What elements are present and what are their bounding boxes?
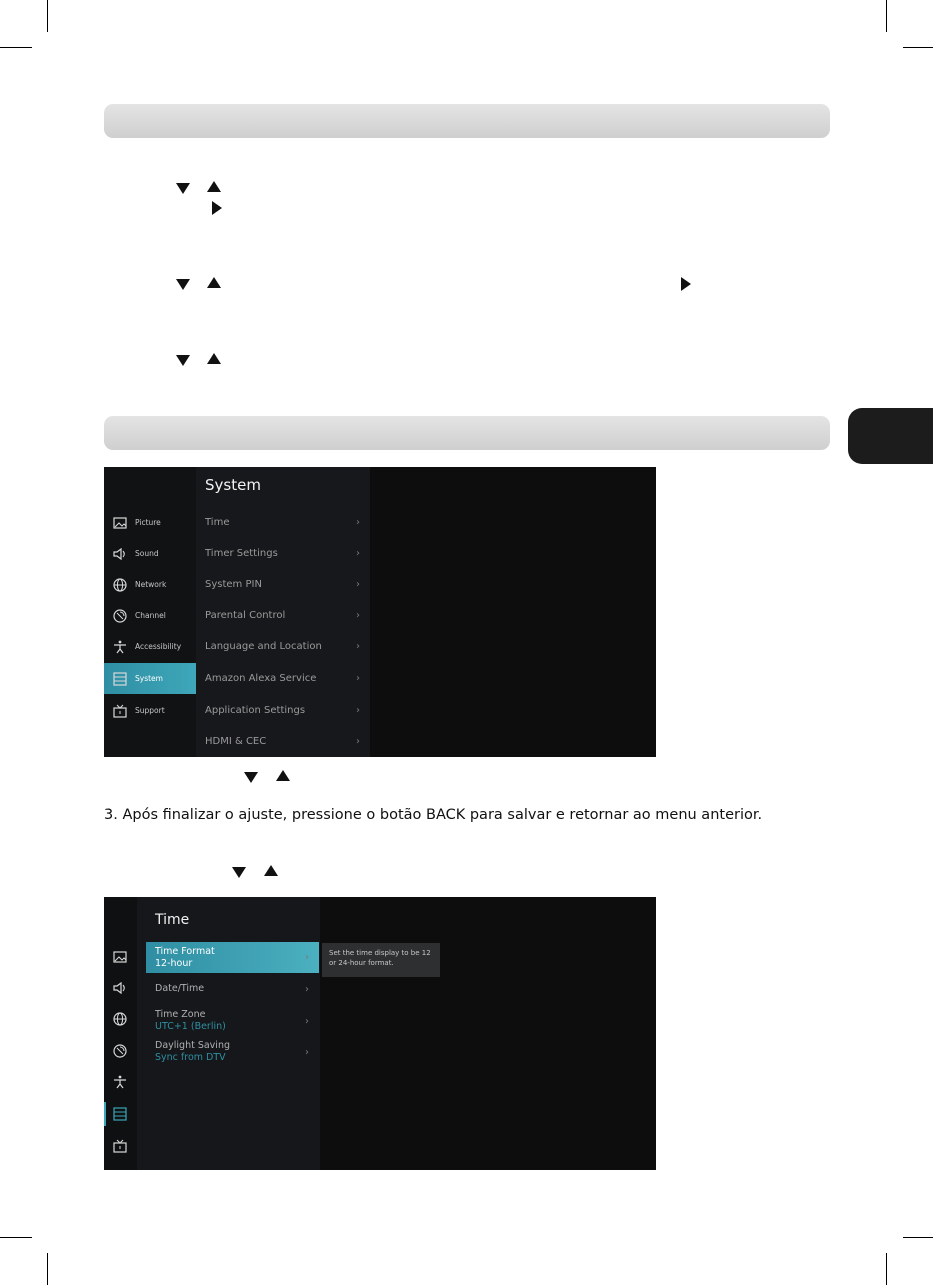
menu-item-application-settings[interactable] bbox=[196, 695, 370, 726]
selection-indicator bbox=[104, 1102, 106, 1126]
crop-mark bbox=[886, 0, 887, 32]
chevron-right-icon: › bbox=[356, 673, 360, 684]
menu-item-label: Timer Settings bbox=[205, 548, 278, 559]
chevron-right-icon: › bbox=[356, 579, 360, 590]
sidebar-item-network[interactable] bbox=[104, 569, 196, 600]
instruction-step-3: 3. Após finalizar o ajuste, pressione o botão BACK para salvar e retornar ao menu anterior. bbox=[104, 807, 763, 823]
menu-item-text bbox=[155, 983, 305, 995]
menu-item-parental-control[interactable] bbox=[196, 600, 370, 631]
crop-mark bbox=[0, 47, 32, 48]
menu-item-language-location[interactable] bbox=[196, 631, 370, 662]
up-arrow-icon bbox=[207, 277, 221, 288]
menu-item-label: Parental Control bbox=[205, 610, 286, 621]
settings-sidebar bbox=[104, 467, 196, 757]
chevron-right-icon: › bbox=[356, 517, 360, 528]
sidebar-item-sound[interactable] bbox=[104, 538, 196, 569]
crop-mark bbox=[47, 1253, 48, 1285]
down-arrow-icon bbox=[244, 772, 258, 783]
right-arrow-icon bbox=[681, 277, 691, 291]
menu-item-hdmi-cec[interactable] bbox=[196, 726, 370, 757]
menu-item-alexa[interactable] bbox=[196, 663, 370, 694]
up-arrow-icon bbox=[276, 770, 290, 781]
time-menu-panel bbox=[137, 897, 320, 1170]
menu-item-daylight-saving[interactable] bbox=[146, 1039, 319, 1065]
sidebar-item-label: Accessibility bbox=[135, 642, 182, 651]
sidebar-item-label: Picture bbox=[135, 518, 161, 527]
picture-icon[interactable] bbox=[112, 949, 128, 965]
right-arrow-icon bbox=[212, 201, 222, 215]
crop-mark bbox=[47, 0, 48, 32]
channel-icon bbox=[113, 609, 127, 623]
menu-item-label: Time bbox=[205, 517, 230, 528]
down-arrow-icon bbox=[176, 279, 190, 290]
settings-sidebar bbox=[104, 897, 137, 1170]
menu-item-value: 12-hour bbox=[155, 957, 193, 969]
section-header-bar bbox=[104, 104, 830, 138]
system-menu-screenshot bbox=[104, 467, 656, 757]
crop-mark bbox=[886, 1253, 887, 1285]
chevron-right-icon: › bbox=[305, 1015, 309, 1027]
sidebar-item-label: Channel bbox=[135, 611, 166, 620]
sidebar-item-label: Sound bbox=[135, 549, 159, 558]
accessibility-icon[interactable] bbox=[112, 1074, 128, 1090]
tv-icon[interactable] bbox=[112, 1138, 128, 1154]
chevron-right-icon: › bbox=[305, 1046, 309, 1058]
menu-item-time-format[interactable] bbox=[146, 942, 319, 973]
crop-mark bbox=[903, 47, 933, 48]
menu-item-label: HDMI & CEC bbox=[205, 736, 267, 747]
menu-item-label: Time Format bbox=[155, 945, 215, 957]
menu-item-text bbox=[155, 1009, 305, 1033]
chevron-right-icon: › bbox=[305, 983, 309, 995]
tv-icon bbox=[113, 704, 127, 718]
menu-item-timer-settings[interactable] bbox=[196, 538, 370, 569]
language-tab bbox=[848, 408, 933, 464]
down-arrow-icon bbox=[232, 867, 246, 878]
down-arrow-icon bbox=[176, 183, 190, 194]
section-header-bar bbox=[104, 416, 830, 450]
accessibility-icon bbox=[113, 640, 127, 654]
up-arrow-icon bbox=[207, 181, 221, 192]
menu-item-label: System PIN bbox=[205, 579, 262, 590]
picture-icon bbox=[113, 516, 127, 530]
menu-item-label: Amazon Alexa Service bbox=[205, 673, 317, 684]
sidebar-item-label: Network bbox=[135, 580, 167, 589]
globe-icon bbox=[113, 578, 127, 592]
system-icon[interactable] bbox=[112, 1106, 128, 1122]
up-arrow-icon bbox=[207, 353, 221, 364]
chevron-right-icon: › bbox=[356, 705, 360, 716]
crop-mark bbox=[0, 1237, 32, 1238]
menu-item-label: Language and Location bbox=[205, 641, 322, 652]
menu-item-system-pin[interactable] bbox=[196, 569, 370, 600]
menu-item-value: UTC+1 (Berlin) bbox=[155, 1021, 226, 1032]
sidebar-item-support[interactable] bbox=[104, 695, 196, 726]
menu-item-value: Sync from DTV bbox=[155, 1052, 226, 1063]
menu-item-date-time[interactable] bbox=[146, 979, 319, 999]
speaker-icon[interactable] bbox=[112, 980, 128, 996]
sidebar-item-accessibility[interactable] bbox=[104, 631, 196, 662]
sidebar-item-label: Support bbox=[135, 706, 165, 715]
chevron-right-icon: › bbox=[356, 548, 360, 559]
globe-icon[interactable] bbox=[112, 1011, 128, 1027]
crop-mark bbox=[903, 1237, 933, 1238]
sidebar-item-system[interactable] bbox=[104, 663, 196, 694]
menu-title: Time bbox=[155, 912, 190, 928]
sidebar-item-channel[interactable] bbox=[104, 600, 196, 631]
chevron-right-icon: › bbox=[356, 610, 360, 621]
help-tooltip: Set the time display to be 12 or 24-hour format. bbox=[322, 943, 440, 977]
chevron-right-icon: › bbox=[356, 641, 360, 652]
system-menu-panel bbox=[196, 467, 370, 757]
menu-item-label: Daylight Saving bbox=[155, 1040, 230, 1051]
channel-icon[interactable] bbox=[112, 1043, 128, 1059]
menu-item-time-zone[interactable] bbox=[146, 1008, 319, 1034]
menu-item-text bbox=[155, 946, 305, 970]
menu-item-label: Time Zone bbox=[155, 1009, 206, 1020]
menu-item-text bbox=[155, 1040, 305, 1064]
down-arrow-icon bbox=[176, 355, 190, 366]
sidebar-item-picture[interactable] bbox=[104, 507, 196, 538]
menu-item-label: Application Settings bbox=[205, 705, 306, 716]
chevron-right-icon: › bbox=[356, 736, 360, 747]
chevron-right-icon: › bbox=[305, 952, 309, 963]
menu-title: System bbox=[205, 476, 261, 494]
menu-item-time[interactable] bbox=[196, 507, 370, 538]
sidebar-item-label: System bbox=[135, 674, 163, 683]
speaker-icon bbox=[113, 547, 127, 561]
system-icon bbox=[113, 672, 127, 686]
up-arrow-icon bbox=[264, 865, 278, 876]
time-menu-screenshot bbox=[104, 897, 656, 1170]
menu-item-label: Date/Time bbox=[155, 983, 205, 994]
